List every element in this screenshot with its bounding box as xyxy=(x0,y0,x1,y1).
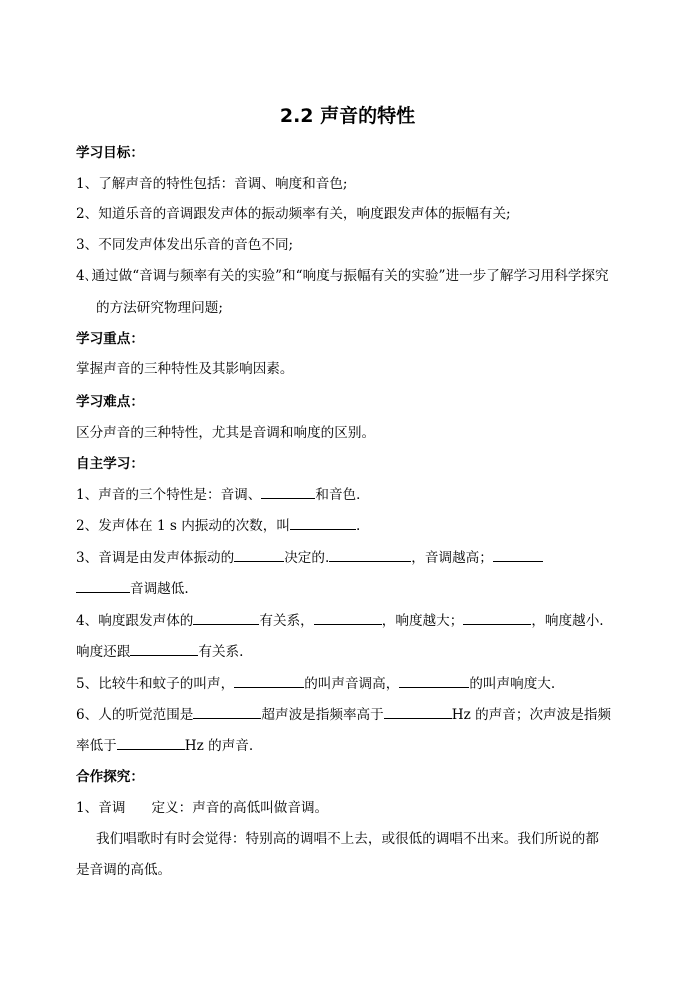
question-4-continuation xyxy=(76,642,243,662)
self-study-heading: 自主学习： xyxy=(76,456,144,472)
answer-blank[interactable] xyxy=(193,705,261,719)
objective-item-continuation: 的方法研究物理问题; xyxy=(96,300,223,316)
cooperative-item-1 xyxy=(76,798,328,818)
q5-text-b: 的叫声音调高， xyxy=(304,676,400,692)
question-4 xyxy=(76,611,604,631)
cooperative-heading: 合作探究： xyxy=(76,769,144,785)
question-6-continuation xyxy=(76,736,253,756)
q3-text-c: ，音调越高； xyxy=(411,550,493,566)
q4-text-d: ，响度越小. xyxy=(531,613,604,629)
item1-definition: 定义：声音的高低叫做音调。 xyxy=(151,800,329,816)
objective-item: 2、知道乐音的音调跟发声体的振动频率有关，响度跟发声体的振幅有关; xyxy=(76,206,511,222)
key-points-heading: 学习重点： xyxy=(76,331,144,347)
answer-blank[interactable] xyxy=(130,642,198,656)
answer-blank[interactable] xyxy=(234,674,304,688)
q2-text-a: 2、发声体在 1 s 内振动的次数，叫 xyxy=(76,518,290,534)
answer-blank[interactable] xyxy=(290,516,356,530)
q6-text-b: 超声波是指频率高于 xyxy=(261,707,384,723)
answer-blank[interactable] xyxy=(493,548,543,562)
q1-text-a: 1、声音的三个特性是：音调、 xyxy=(76,487,262,503)
question-3-continuation xyxy=(76,579,189,599)
q6-text-a: 6、人的听觉范围是 xyxy=(76,707,194,723)
answer-blank[interactable] xyxy=(384,705,452,719)
answer-blank[interactable] xyxy=(314,611,382,625)
q4-text-e: 响度还跟 xyxy=(76,644,131,660)
q4-text-f: 有关系. xyxy=(198,644,244,660)
answer-blank[interactable] xyxy=(329,548,411,562)
question-3 xyxy=(76,548,543,568)
answer-blank[interactable] xyxy=(193,611,259,625)
q2-text-b: . xyxy=(355,518,361,534)
difficulties-heading: 学习难点： xyxy=(76,394,144,410)
q5-text-c: 的叫声响度大. xyxy=(469,676,556,692)
objective-item: 1、了解声音的特性包括：音调、响度和音色; xyxy=(76,176,348,192)
answer-blank[interactable] xyxy=(234,548,284,562)
answer-blank[interactable] xyxy=(117,736,185,750)
question-1 xyxy=(76,485,370,505)
q3-text-d: 音调越低. xyxy=(130,581,189,597)
answer-blank[interactable] xyxy=(76,579,130,593)
q3-text-a: 3、音调是由发声体振动的 xyxy=(76,550,235,566)
q6-text-d: 率低于 xyxy=(76,738,117,754)
objectives-heading: 学习目标： xyxy=(76,145,144,161)
key-points-text: 掌握声音的三种特性及其影响因素。 xyxy=(76,361,294,377)
page-title: 2.2 声音的特性 xyxy=(279,105,416,127)
objective-item: 3、不同发声体发出乐音的音色不同; xyxy=(76,237,294,253)
q1-text-b: 和音色． xyxy=(315,487,370,503)
item1-label: 1、音调 xyxy=(76,800,126,816)
question-6 xyxy=(76,705,611,725)
paragraph-line: 是音调的高低。 xyxy=(76,862,172,878)
answer-blank[interactable] xyxy=(463,611,531,625)
paragraph-line: 我们唱歌时有时会觉得：特别高的调唱不上去，或很低的调唱不出来。我们所说的都 xyxy=(96,831,599,847)
answer-blank[interactable] xyxy=(399,674,469,688)
q5-text-a: 5、比较牛和蚊子的叫声， xyxy=(76,676,235,692)
difficulties-text: 区分声音的三种特性，尤其是音调和响度的区别。 xyxy=(76,425,376,441)
q4-text-b: 有关系， xyxy=(259,613,314,629)
answer-blank[interactable] xyxy=(261,485,315,499)
question-5 xyxy=(76,674,555,694)
q4-text-a: 4、响度跟发声体的 xyxy=(76,613,194,629)
question-2 xyxy=(76,516,360,536)
q6-text-c: Hz 的声音；次声波是指频 xyxy=(451,707,612,723)
q6-text-e: Hz 的声音. xyxy=(184,738,254,754)
objective-item: 4､通过做“音调与频率有关的实验”和“响度与振幅有关的实验”进一步了解学习用科学探究 xyxy=(76,268,609,284)
q3-text-b: 决定的. xyxy=(284,550,330,566)
q4-text-c: ，响度越大； xyxy=(381,613,464,629)
